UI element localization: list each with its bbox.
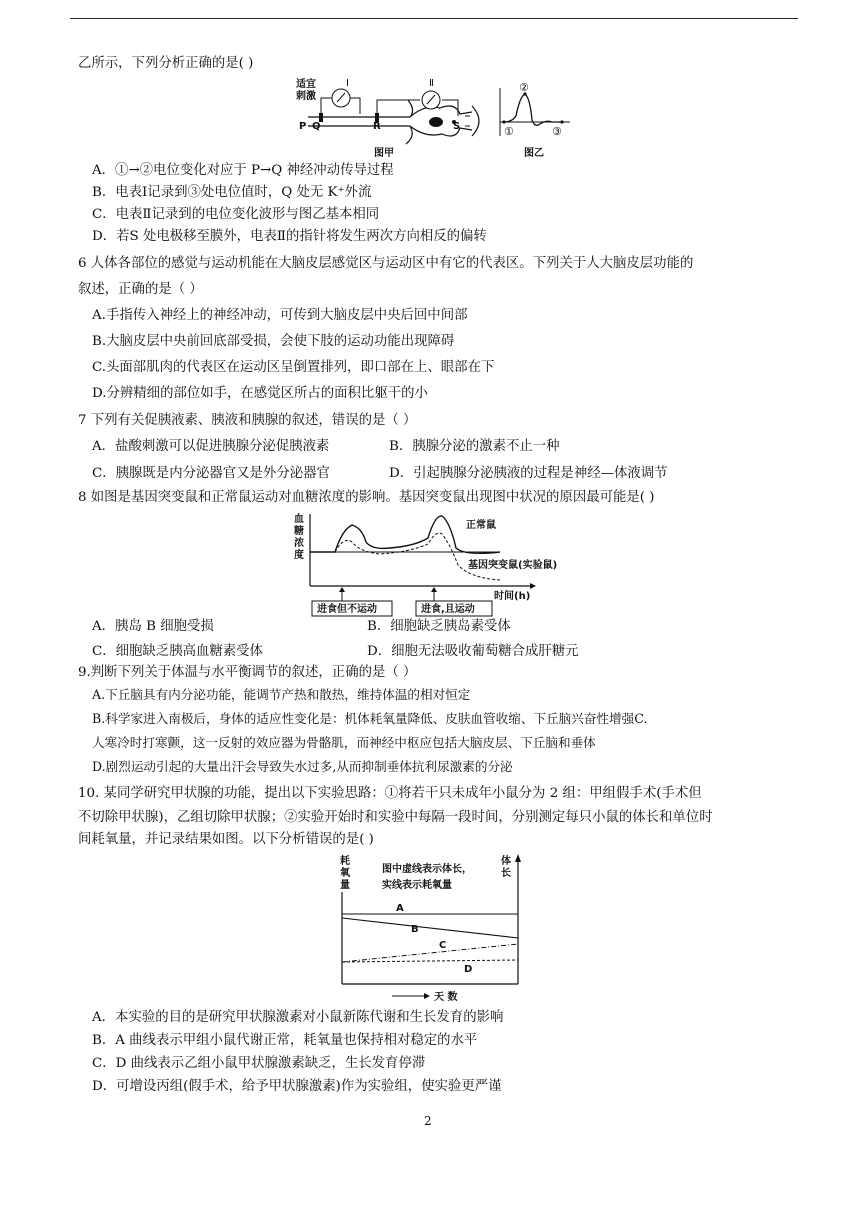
header-rule [70,18,798,19]
q6-stem-line1: 6 人体各部位的感觉与运动机能在大脑皮层感觉区与运动区中有它的代表区。下列关于人大脑皮层功能的 [78,256,694,271]
meter1-label: I [346,78,349,89]
note-line1: 图中虚线表示体长， [382,864,472,875]
q5-stem: 乙所示，下列分析正确的是( ) [78,56,254,71]
stim-label-2: 刺激 [296,91,316,102]
ylabel-char-2: 糖 [294,526,304,537]
q10-option-d: D．可增设丙组(假手术，给予甲状腺激素)作为实验组，使实验更严谨 [92,1079,502,1094]
legend-mutant: 基因突变鼠(实验鼠) [468,560,558,571]
xlabel-days: 天 数 [434,992,458,1003]
right-ylabel-char-2: 长 [501,868,511,879]
curve-d-label: D [464,964,473,975]
q7-option-c: C．胰腺既是内分泌器官又是外分泌器官 [92,466,330,481]
q7-option-a: A．盐酸刺激可以促进胰腺分泌促胰液素 [92,439,330,454]
q9-line-b: B.科学家进入南极后，身体的适应性变化是：机体耗氧量降低、皮肤血管收缩、下丘脑兴奋性增强C. [92,711,648,726]
stim-label-1: 适宜 [296,79,316,90]
q9-line-a: A.下丘脑具有内分泌功能，能调节产热和散热，维持体温的相对恒定 [92,687,471,702]
right-ylabel-char-1: 体 [501,856,511,867]
page-number: 2 [424,1114,432,1128]
q10-stem-line3: 间耗氧量，并记录结果如图。以下分析错误的是( ) [78,832,374,847]
q5-figure [290,76,590,162]
box-eat-and-exercise: 进食,且运动 [421,604,475,615]
q5-option-d: D．若S 处电极移至膜外，电表Ⅱ的指针将发生两次方向相反的偏转 [92,229,487,244]
q5-option-b: B．电表Ⅰ记录到③处电位值时，Q 处无 K⁺外流 [92,185,372,200]
q5-option-c: C．电表Ⅱ记录到的电位变化波形与图乙基本相同 [92,207,380,222]
curve-b-label: B [411,924,419,935]
q7-option-d: D．引起胰腺分泌胰液的过程是神经—体液调节 [389,466,668,481]
left-ylabel-char-2: 氧 [340,868,350,879]
point-2: ② [519,81,529,94]
curve-a-label: A [396,903,404,914]
q9-stem: 9.判断下列关于体温与水平衡调节的叙述，正确的是（ ） [78,665,417,680]
q10-option-b: B．A 曲线表示甲组小鼠代谢正常，耗氧量也保持相对稳定的水平 [92,1033,478,1048]
q8-blood-glucose-figure [290,510,580,618]
point-3: ③ [552,125,562,138]
figure-a-caption: 图甲 [374,148,394,159]
legend-normal: 正常鼠 [466,520,496,531]
point-r: R [373,121,381,132]
ylabel-char-1: 血 [294,514,304,525]
ylabel-char-3: 浓 [294,538,304,549]
meter2-label: Ⅱ [429,78,434,89]
q10-option-c: C．D 曲线表示乙组小鼠甲状腺激素缺乏，生长发育停滞 [92,1056,426,1071]
q10-option-a: A．本实验的目的是研究甲状腺激素对小鼠新陈代谢和生长发育的影响 [92,1010,504,1025]
box-eat-no-exercise: 进食但不运动 [317,604,377,615]
q10-stem-line1: 10. 某同学研究甲状腺的功能，提出以下实验思路：①将若干只未成年小鼠分为 2 组：甲组假手术(手术但 [78,786,702,801]
q10-stem-line2: 不切除甲状腺)，乙组切除甲状腺；②实验开始时和实验中每隔一段时间，分别测定每只小鼠的体长和单位时 [78,810,713,825]
figure-b [500,81,570,159]
q7-stem: 7 下列有关促胰液素、胰液和胰腺的叙述，错误的是（ ） [78,413,417,428]
q8-option-c: C．细胞缺乏胰高血糖素受体 [92,644,263,659]
point-q: Q [312,121,321,132]
q10-thyroid-figure [336,852,526,1004]
left-ylabel-char-1: 耗 [340,856,350,867]
q6-option-c: C.头面部肌肉的代表区在运动区呈倒置排列，即口部在上、眼部在下 [92,360,495,375]
q8-option-a: A．胰岛 B 细胞受损 [92,619,214,634]
q6-stem-line2: 叙述，正确的是（ ） [78,282,203,297]
xlabel-time: 时间(h) [494,591,531,602]
figure-b-caption: 图乙 [524,148,544,159]
q7-option-b: B．胰腺分泌的激素不止一种 [389,439,560,454]
q6-option-b: B.大脑皮层中央前回底部受损，会使下肢的运动功能出现障碍 [92,334,455,349]
q9-line-c: 人寒冷时打寒颤，这一反射的效应器为骨骼肌，而神经中枢应包括大脑皮层、下丘脑和垂体 [92,735,596,750]
q8-option-b: B．细胞缺乏胰岛素受体 [367,619,511,634]
q6-option-d: D.分辨精细的部位如手，在感觉区所占的面积比躯干的小 [92,386,428,401]
note-line2: 实线表示耗氧量 [382,880,452,891]
point-1: ① [504,125,514,138]
point-p: P [299,121,307,132]
q8-stem: 8 如图是基因突变鼠和正常鼠运动对血糖浓度的影响。基因突变鼠出现图中状况的原因最可能是( ) [78,490,655,505]
q9-line-d: D.剧烈运动引起的大量出汗会导致失水过多,从而抑制垂体抗利尿激素的分泌 [92,759,513,774]
ylabel-char-4: 度 [294,550,304,561]
curve-c-label: C [439,940,447,951]
point-s: S [453,121,461,132]
q8-option-d: D．细胞无法吸收葡萄糖合成肝糖元 [367,644,579,659]
q5-option-a: A．①→②电位变化对应于 P→Q 神经冲动传导过程 [92,163,394,178]
left-ylabel-char-3: 量 [340,880,350,891]
figure-a [296,77,479,159]
q6-option-a: A.手指传入神经上的神经冲动，可传到大脑皮层中央后回中间部 [92,308,468,323]
